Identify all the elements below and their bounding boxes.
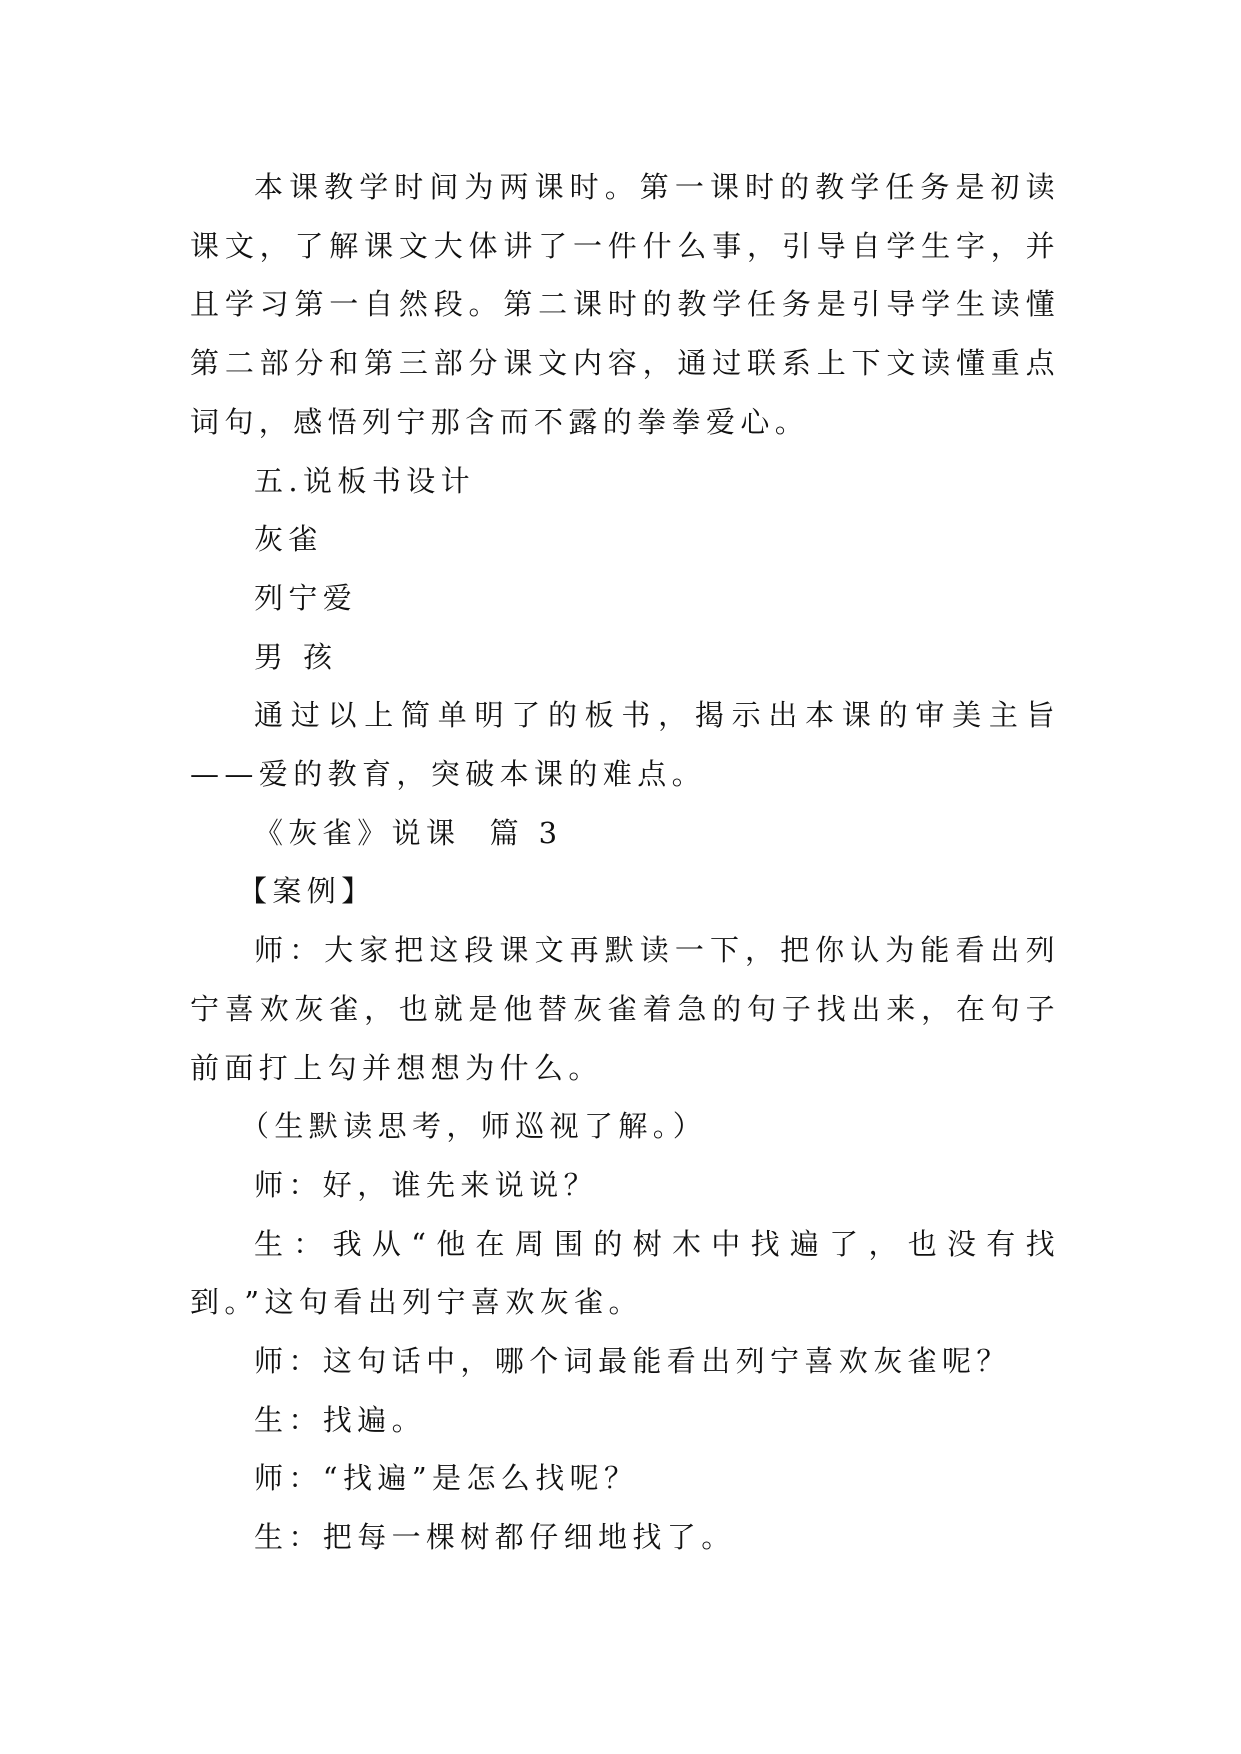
- document-page: [190, 158, 1060, 1567]
- dialogue-student-3: 生：把每一棵树都仔细地找了。: [254, 1520, 736, 1555]
- dialogue-student-1: 生：我从“他在周围的树木中找遍了，也没有找到。”这句看出列宁喜欢灰雀。: [190, 1226, 1060, 1320]
- paragraph-board-summary: 通过以上简单明了的板书，揭示出本课的审美主旨——爱的教育，突破本课的难点。: [190, 698, 1060, 792]
- paragraph-lesson-schedule: 本课教学时间为两课时。第一课时的教学任务是初读课文，了解课文大体讲了一件什么事，引导自学生字，并且学习第一自然段。第二课时的教学任务是引导学生读懂第二部分和第三部分课文内容，通过联系上下文读懂重点词句，感悟列宁那含而不露的拳拳爱心。: [190, 170, 1060, 439]
- heading-board-design: 五.说板书设计: [254, 463, 476, 498]
- dialogue-teacher-2: 师：好，谁先来说说？: [254, 1167, 599, 1202]
- dialogue-teacher-4: 师：“找遍”是怎么找呢？: [254, 1461, 639, 1496]
- dialogue-student-2: 生：找遍。: [254, 1402, 427, 1437]
- board-line-liening-ai: 列宁爱: [254, 580, 358, 615]
- dialogue-teacher-3: 师：这句话中，哪个词最能看出列宁喜欢灰雀呢？: [254, 1344, 1011, 1379]
- board-line-nanhai: 男 孩: [254, 639, 338, 674]
- section-title-part3: 《灰雀》说课 篇 3: [254, 815, 563, 850]
- board-line-huique: 灰雀: [254, 522, 323, 557]
- dialogue-teacher-1: 师：大家把这段课文再默读一下，把你认为能看出列宁喜欢灰雀，也就是他替灰雀着急的句子找出来，在句子前面打上勾并想想为什么。: [190, 933, 1060, 1085]
- stage-note: （生默读思考，师巡视了解。）: [240, 1109, 708, 1144]
- heading-case: 【案例】: [238, 874, 376, 909]
